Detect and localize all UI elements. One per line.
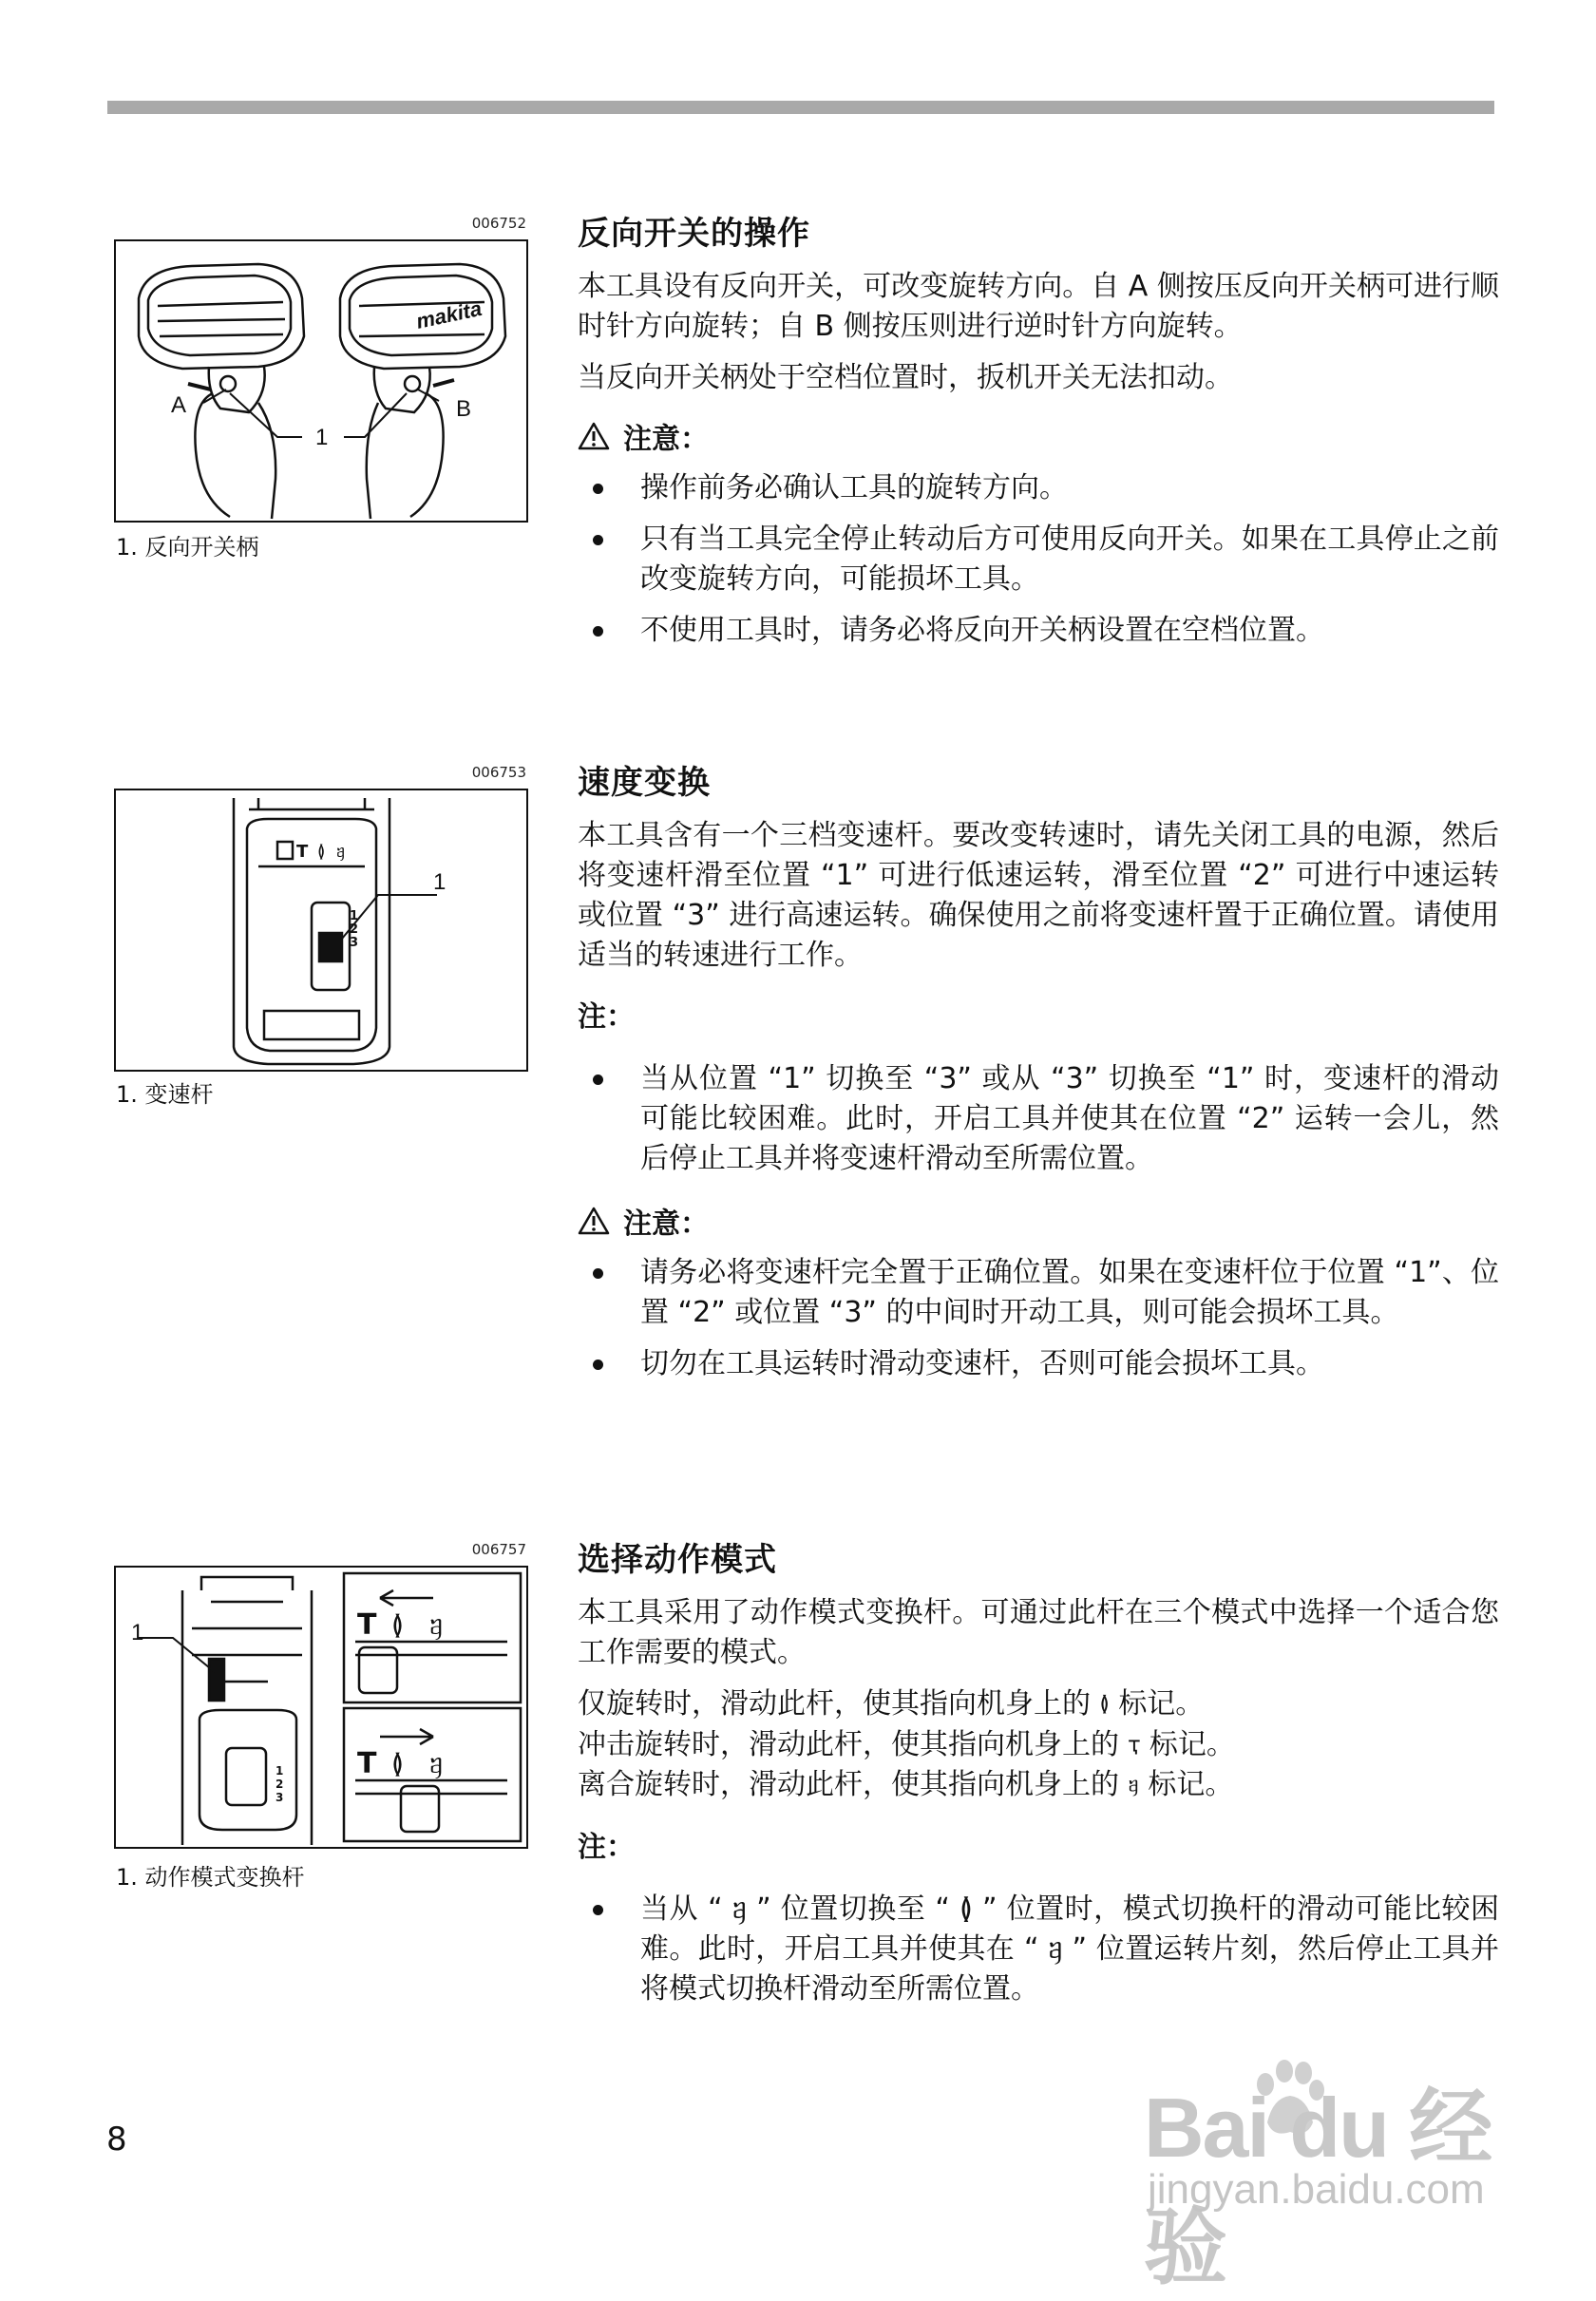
- figure-image: [114, 1566, 528, 1849]
- svg-text:T: T: [357, 1747, 377, 1780]
- mode-line-rotation: [578, 1684, 1499, 1725]
- paragraph: 当反向开关柄处于空档位置时，扳机开关无法扣动。: [578, 361, 1233, 394]
- mode-line-hammer: [578, 1725, 1499, 1766]
- svg-text:ᥠ: ᥠ: [336, 842, 346, 862]
- svg-text:T: T: [296, 842, 309, 862]
- caution-label: 注意：: [623, 423, 709, 456]
- list-item: 当从 “ ᥠ ” 位置切换至 “ ≬ ” 位置时，模式切换杆的滑动可能比较困难。此时，开启工具并使其在 “ ᥠ ” 位置运转片刻，然后停止工具并将模式切换杆滑动至所需位置。: [578, 1890, 1499, 2009]
- paragraph: 本工具采用了动作模式变换杆。可通过此杆在三个模式中选择一个适合您工作需要的模式。: [578, 1596, 1499, 1669]
- svg-text:ᥠ: ᥠ: [429, 1748, 444, 1779]
- list-item: 请务必将变速杆完全置于正确位置。如果在变速杆位于位置 “1”、位置 “2” 或位置 “3” 的中间时开动工具，则可能会损坏工具。: [578, 1253, 1499, 1333]
- baidu-watermark: [1121, 2062, 1520, 2294]
- note-label: 注：: [578, 1000, 635, 1034]
- figure-reverse-switch: [114, 215, 526, 566]
- label-1: 1: [433, 869, 446, 895]
- svg-text:≬: ≬: [391, 1748, 404, 1779]
- mode-line-text: 标记。: [1118, 1687, 1205, 1721]
- clutch-mark-icon: ᥠ: [1128, 1773, 1139, 1797]
- figure-image: [114, 789, 528, 1072]
- figure-caption: 1. 动作模式变换杆: [116, 1864, 305, 1891]
- warning-triangle-icon: [578, 1207, 610, 1235]
- speed-1: 1: [350, 909, 359, 923]
- note-heading: [578, 993, 1499, 1035]
- warning-triangle-icon: [578, 422, 610, 450]
- label-1: 1: [315, 425, 329, 450]
- figure-speed-lever: [114, 764, 526, 1115]
- label-1: 1: [131, 1620, 144, 1645]
- svg-text:≬: ≬: [391, 1609, 404, 1641]
- caution-label: 注意：: [623, 1208, 709, 1241]
- mode-line-text: 标记。: [1148, 1768, 1234, 1801]
- mode-line-clutch: [578, 1765, 1499, 1806]
- section-title: 反向开关的操作: [578, 215, 810, 253]
- note-label: 注：: [578, 1830, 635, 1864]
- list-item: 只有当工具完全停止转动后方可使用反向开关。如果在工具停止之前改变旋转方向，可能损坏工具。: [578, 520, 1499, 599]
- rotation-mark-icon: ≬: [1099, 1692, 1110, 1717]
- mode-line-text: 标记。: [1149, 1727, 1235, 1761]
- svg-text:≬: ≬: [317, 842, 326, 862]
- hammer-mark-icon: ҭ: [1128, 1733, 1141, 1757]
- paragraph: 本工具设有反向开关，可改变旋转方向。自 A 侧按压反向开关柄可进行顺时针方向旋转；自 B 侧按压则进行逆时针方向旋转。: [578, 270, 1499, 343]
- section-reverse-switch: [578, 207, 1499, 662]
- section-title: 速度变换: [578, 764, 711, 802]
- watermark-title: Bai du 经验: [1144, 2081, 1492, 2294]
- note-heading: [578, 1823, 1499, 1865]
- figure-image: [114, 239, 528, 523]
- speed-1: 1: [276, 1764, 284, 1778]
- svg-text:ᥠ: ᥠ: [429, 1609, 444, 1641]
- speed-2: 2: [276, 1778, 284, 1791]
- list-item: 切勿在工具运转时滑动变速杆，否则可能会损坏工具。: [578, 1344, 1499, 1384]
- section-speed-change: [578, 756, 1499, 1396]
- note-list: [578, 1890, 1499, 2009]
- caution-heading: [578, 415, 1499, 457]
- caution-list: [578, 468, 1499, 651]
- figure-mode-lever: [114, 1541, 526, 1902]
- label-a: A: [171, 392, 187, 418]
- speed-3: 3: [276, 1791, 284, 1804]
- paragraph: 本工具含有一个三档变速杆。要改变转速时，请先关闭工具的电源，然后将变速杆滑至位置 “1” 可进行低速运转，滑至位置 “2” 可进行中速运转或位置 “3” 进行高速运转。确保使用之前将变速杆置于正确位置。请使用适当的转速进行工作。: [578, 819, 1499, 972]
- caution-heading: [578, 1200, 1499, 1242]
- figure-caption: 1. 反向开关柄: [116, 534, 259, 561]
- section-mode-select: [578, 1533, 1499, 2021]
- section-title: 选择动作模式: [578, 1541, 777, 1579]
- mode-line-text: 离合旋转时，滑动此杆，使其指向机身上的: [578, 1768, 1119, 1801]
- mode-line-text: 冲击旋转时，滑动此杆，使其指向机身上的: [578, 1727, 1119, 1761]
- drill-mode-lever-illustration: [116, 1568, 526, 1847]
- watermark-url: jingyan.baidu.com: [1148, 2166, 1485, 2213]
- speed-2: 2: [350, 922, 359, 937]
- header-rule: [107, 101, 1494, 114]
- drill-speed-lever-illustration: [116, 790, 526, 1070]
- svg-text:T: T: [357, 1608, 377, 1642]
- note-list: [578, 1059, 1499, 1179]
- brand-logo: makita: [413, 295, 484, 333]
- figure-code: 006757: [471, 1541, 526, 1558]
- drill-reverse-switch-illustration: [116, 241, 526, 521]
- list-item: 当从位置 “1” 切换至 “3” 或从 “3” 切换至 “1” 时，变速杆的滑动可能比较困难。此时，开启工具并使其在位置 “2” 运转一会儿，然后停止工具并将变速杆滑动至所需位置。: [578, 1059, 1499, 1179]
- mode-line-text: 仅旋转时，滑动此杆，使其指向机身上的: [578, 1687, 1091, 1721]
- list-item: 操作前务必确认工具的旋转方向。: [578, 468, 1499, 508]
- speed-3: 3: [350, 936, 359, 950]
- label-b: B: [456, 396, 472, 422]
- page-number: 8: [106, 2120, 127, 2158]
- list-item: 不使用工具时，请务必将反向开关柄设置在空档位置。: [578, 611, 1499, 651]
- figure-caption: 1. 变速杆: [116, 1081, 214, 1108]
- figure-code: 006752: [471, 215, 526, 232]
- caution-list: [578, 1253, 1499, 1384]
- figure-code: 006753: [471, 764, 526, 781]
